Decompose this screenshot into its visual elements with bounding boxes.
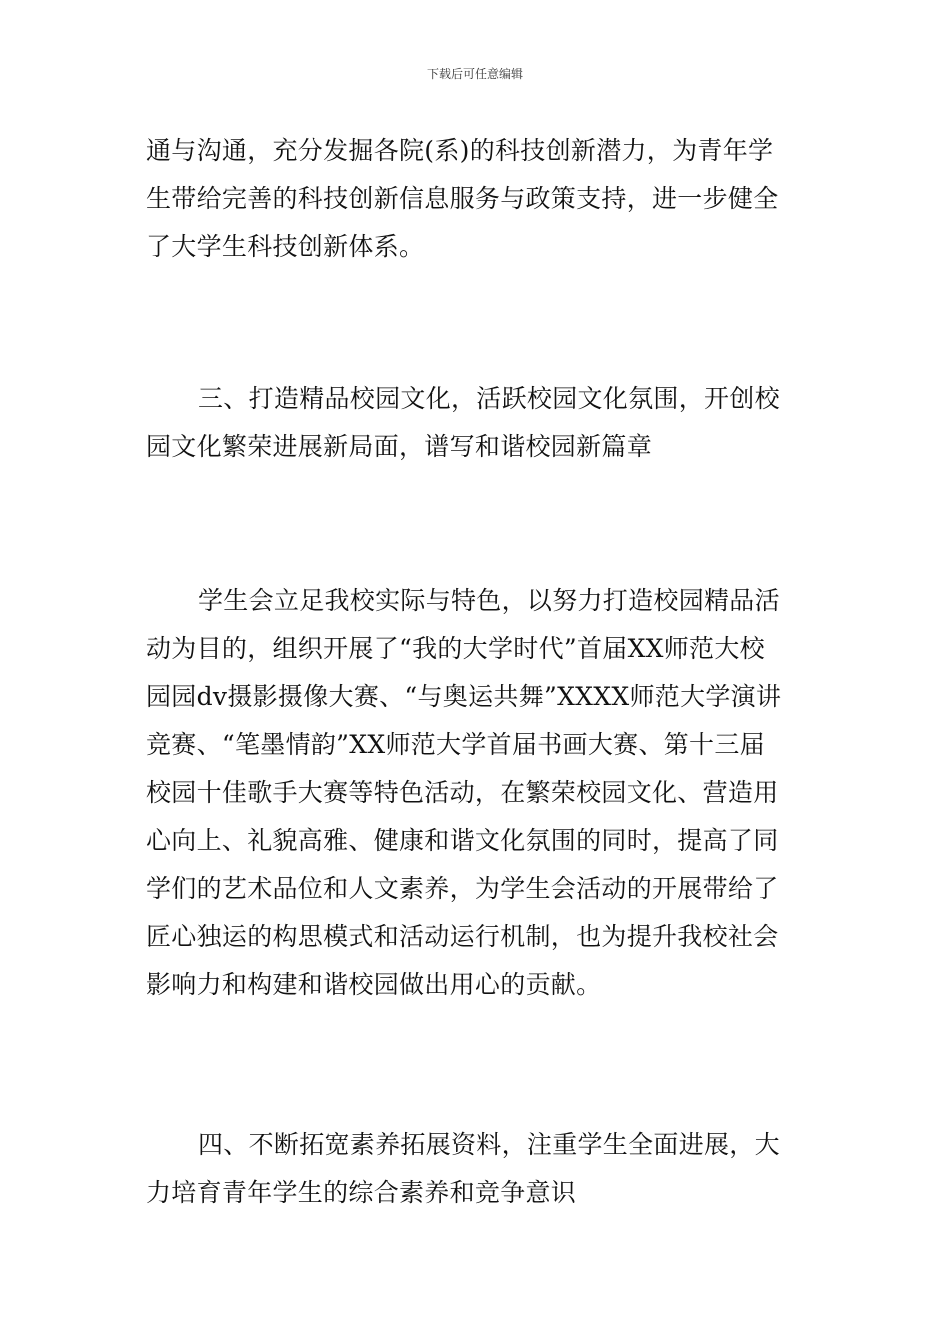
text-line: 四、不断拓宽素养拓展资料，注重学生全面进展，大 [198, 1130, 780, 1159]
text-line: 园园dv摄影摄像大赛、“与奥运共舞”XXXX师范大学演讲 [146, 682, 782, 711]
section-heading-3 [146, 375, 808, 471]
text-line: 校园十佳歌手大赛等特色活动，在繁荣校园文化、营造用 [146, 778, 779, 807]
text-line: 匠心独运的构思模式和活动运行机制，也为提升我校社会 [146, 922, 779, 951]
text-line: 影响力和构建和谐校园做出用心的贡献。 [146, 970, 602, 999]
text-line: 三、打造精品校园文化，活跃校园文化氛围，开创校 [198, 384, 780, 413]
text-line: 竞赛、“笔墨情韵”XX师范大学首届书画大赛、第十三届 [146, 730, 765, 759]
text-line: 通与沟通，充分发掘各院(系)的科技创新潜力，为青年学 [146, 136, 774, 165]
paragraph-student-union [146, 577, 808, 1009]
text-line: 学生会立足我校实际与特色，以努力打造校园精品活 [198, 586, 780, 615]
text-line: 了大学生科技创新体系。 [146, 232, 425, 261]
text-line: 园文化繁荣进展新局面，谱写和谐校园新篇章 [146, 432, 653, 461]
text-line: 心向上、礼貌高雅、健康和谐文化氛围的同时，提高了同 [146, 826, 779, 855]
section-heading-4 [146, 1121, 808, 1217]
text-line: 学们的艺术品位和人文素养，为学生会活动的开展带给了 [146, 874, 779, 903]
text-line: 动为目的，组织开展了“我的大学时代”首届XX师范大校 [146, 634, 765, 663]
text-line: 生带给完善的科技创新信息服务与政策支持，进一步健全 [146, 184, 779, 213]
paragraph-continuation [146, 127, 808, 271]
page-header-note: 下载后可任意编辑 [426, 67, 523, 81]
text-line: 力培育青年学生的综合素养和竞争意识 [146, 1178, 577, 1207]
